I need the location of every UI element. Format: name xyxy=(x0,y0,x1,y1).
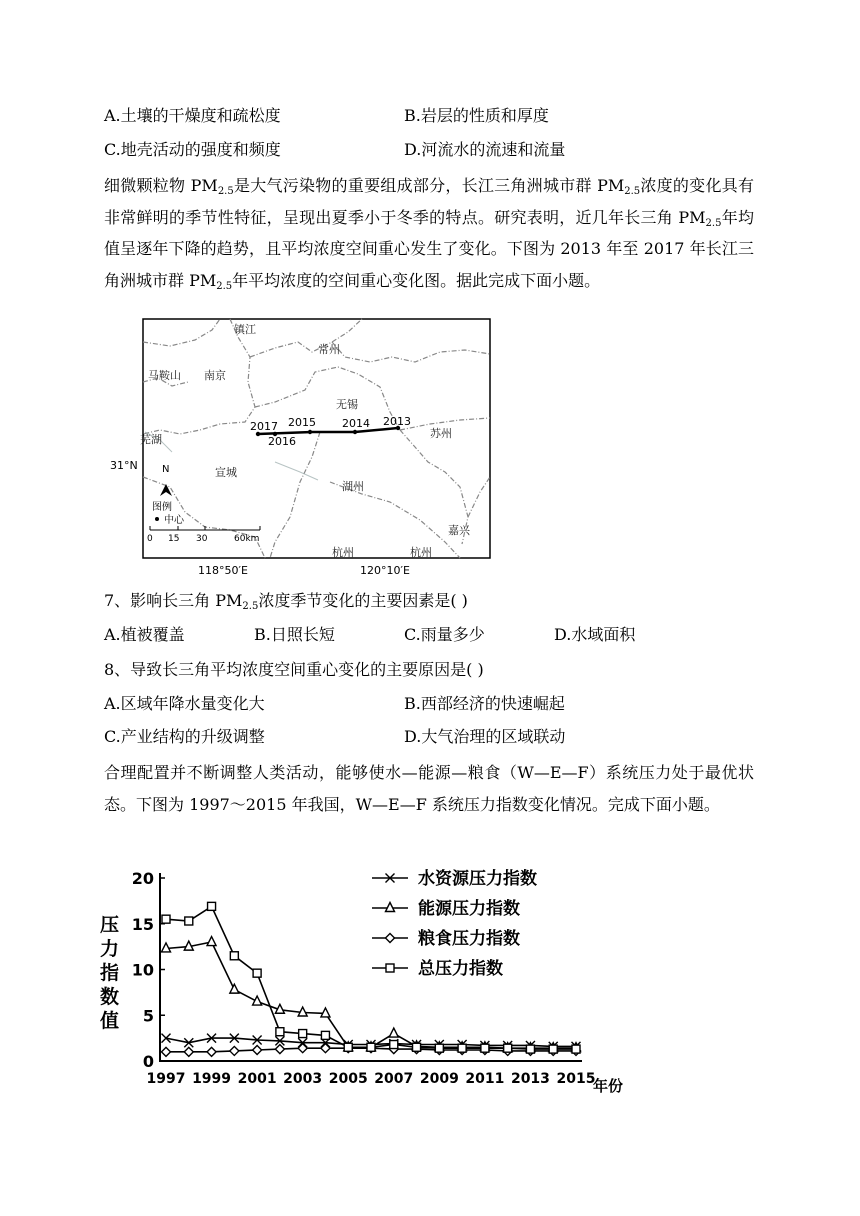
q7-option-b: B.日照长短 xyxy=(254,625,335,644)
legend-center-label: 中心 xyxy=(164,515,184,526)
intro-text-3: 浓度的变化具有非常鲜明的季节性特征，呈现出夏季小于冬季的特点。研究表明，近几年长三角 PM xyxy=(104,176,754,227)
subscript: 2.5 xyxy=(242,601,259,612)
center-point-2015 xyxy=(308,430,312,434)
city-hangzhou-1: 杭州 xyxy=(332,546,354,559)
x-tick-label-2001: 2001 xyxy=(237,1071,277,1087)
series-energy-point xyxy=(321,1008,330,1017)
year-label-2015: 2015 xyxy=(288,416,316,429)
north-label: N xyxy=(162,464,170,475)
intro-text-2: 是大气污染物的重要组成部分，长江三角洲城市群 PM xyxy=(233,176,625,195)
y-tick-label-20: 20 xyxy=(131,869,154,888)
city-hangzhou-2: 杭州 xyxy=(410,546,432,559)
wef-pressure-chart xyxy=(100,858,640,1098)
q7-option-d: D.水域面积 xyxy=(554,625,636,644)
intro-paragraph-wef: 合理配置并不断调整人类活动，能够使水—能源—粮食（W—E—F）系统压力处于最优状态。下图为 1997～2015 年我国，W—E—F 系统压力指数变化情况。完成下面小题。 xyxy=(104,763,754,814)
x-axis-label: 年份 xyxy=(593,1077,624,1095)
series-total-point xyxy=(299,1030,307,1038)
q6-option-b: B.岩层的性质和厚度 xyxy=(404,106,549,125)
x-tick-label-2013: 2013 xyxy=(510,1071,550,1087)
x-tick-label-2011: 2011 xyxy=(465,1071,505,1087)
subscript: 2.5 xyxy=(705,217,722,229)
city-xuancheng: 宣城 xyxy=(215,466,237,479)
series-total-point xyxy=(230,952,238,960)
city-zhenjiang: 镇江 xyxy=(234,323,256,336)
legend-label-total: 总压力指数 xyxy=(418,959,503,979)
q8-option-c: C.产业结构的升级调整 xyxy=(104,727,265,746)
y-axis-label xyxy=(100,914,119,1032)
subscript: 2.5 xyxy=(624,186,641,197)
series-total-point xyxy=(435,1044,443,1052)
year-label-2016: 2016 xyxy=(268,435,296,448)
legend-food-point xyxy=(386,934,395,943)
series-total-point xyxy=(549,1045,557,1053)
city-jiaxing: 嘉兴 xyxy=(448,524,470,537)
series-total-point xyxy=(253,969,261,977)
series-energy-point xyxy=(207,937,216,946)
series-total-point xyxy=(413,1043,421,1051)
q8-option-b: B.西部经济的快速崛起 xyxy=(404,694,565,713)
legend-label-energy: 能源压力指数 xyxy=(418,899,520,919)
city-changzhou: 常州 xyxy=(318,343,340,356)
y-label-char: 指 xyxy=(100,962,120,984)
q8-option-a: A.区域年降水量变化大 xyxy=(104,694,265,713)
year-label-2013: 2013 xyxy=(383,415,411,428)
intro-text-1: 细微颗粒物 PM xyxy=(104,176,218,195)
city-maanshan: 马鞍山 xyxy=(148,369,181,382)
year-label-2014: 2014 xyxy=(342,417,370,430)
y-label-char: 力 xyxy=(100,938,120,960)
y-tick-label-0: 0 xyxy=(142,1052,154,1071)
scale-0: 0 xyxy=(147,534,153,544)
series-food-point xyxy=(207,1047,216,1056)
series-food-point xyxy=(162,1047,171,1056)
x-tick-label-1997: 1997 xyxy=(146,1071,186,1087)
legend-energy-point xyxy=(386,903,395,912)
q8-stem: 8、导致长三角平均浓度空间重心变化的主要原因是( ) xyxy=(104,660,484,679)
series-total-point xyxy=(321,1031,329,1039)
series-total-point xyxy=(162,915,170,923)
x-tick-label-2005: 2005 xyxy=(328,1071,368,1087)
x-tick-label-2007: 2007 xyxy=(374,1071,414,1087)
legend-title: 图例 xyxy=(152,502,172,513)
series-total-point xyxy=(458,1044,466,1052)
q7-option-a: A.植被覆盖 xyxy=(104,625,185,644)
series-line-energy xyxy=(166,942,576,1048)
q7-option-c: C.雨量多少 xyxy=(404,625,485,644)
series-total-point xyxy=(344,1043,352,1051)
series-food-point xyxy=(275,1045,284,1054)
city-wuhu: 芜湖 xyxy=(140,433,162,446)
series-total-point xyxy=(367,1043,375,1051)
series-food-point xyxy=(253,1046,262,1055)
series-total-point xyxy=(276,1028,284,1036)
scale-60km: 60km xyxy=(234,534,260,544)
city-wuxi: 无锡 xyxy=(336,398,358,411)
q6-option-d: D.河流水的流速和流量 xyxy=(404,140,566,159)
y-tick-label-10: 10 xyxy=(131,960,154,980)
year-label-2017: 2017 xyxy=(250,420,278,433)
city-huzhou: 湖州 xyxy=(342,480,364,493)
legend-item-total xyxy=(372,958,503,979)
q7-stem xyxy=(104,591,468,611)
series-total-point xyxy=(572,1045,580,1053)
longitude-label-1: 118°50′E xyxy=(198,564,248,577)
scale-15: 15 xyxy=(168,534,180,544)
center-point-2014 xyxy=(353,430,357,434)
intro-paragraph-pm25 xyxy=(104,170,754,296)
series-total-point xyxy=(185,917,193,925)
series-energy xyxy=(162,937,581,1052)
legend-total-point xyxy=(386,964,394,972)
legend-item-food xyxy=(372,928,520,949)
series-line-total xyxy=(166,906,576,1049)
series-total-point xyxy=(390,1041,398,1049)
y-label-char: 压 xyxy=(100,914,120,936)
legend-item-water xyxy=(372,868,537,889)
y-tick-label-15: 15 xyxy=(131,914,154,934)
series-food-point xyxy=(230,1046,239,1055)
legend-label-food: 粮食压力指数 xyxy=(418,929,520,949)
latitude-label: 31°N xyxy=(110,459,138,472)
intro-text-5: 年平均浓度的空间重心变化图。据此完成下面小题。 xyxy=(232,270,601,290)
q8-option-d: D.大气治理的区域联动 xyxy=(404,727,566,746)
y-label-char: 数 xyxy=(100,986,120,1008)
city-nanjing: 南京 xyxy=(204,369,226,382)
intro-text-4: 年均值呈逐年下降的趋势，且平均浓度空间重心发生了变化。下图为 2013 年至 2017 年长江三角洲城市群 PM xyxy=(104,207,754,290)
series-energy-point xyxy=(230,984,239,993)
series-energy-point xyxy=(389,1028,398,1037)
series-total-point xyxy=(481,1044,489,1052)
subscript: 2.5 xyxy=(217,186,234,197)
y-tick-label-5: 5 xyxy=(142,1006,154,1026)
city-suzhou: 苏州 xyxy=(430,427,452,440)
x-tick-label-2003: 2003 xyxy=(283,1071,323,1087)
x-tick-label-2015: 2015 xyxy=(556,1071,596,1087)
subscript: 2.5 xyxy=(216,280,233,292)
series-food-point xyxy=(184,1047,193,1056)
series-total-point xyxy=(526,1045,534,1053)
q7-stem-b: 浓度季节变化的主要因素是( ) xyxy=(258,591,468,610)
legend-label-water: 水资源压力指数 xyxy=(418,869,537,889)
series-total xyxy=(162,902,580,1053)
pm25-center-map xyxy=(100,312,500,580)
legend-item-energy xyxy=(372,898,520,919)
longitude-label-2: 120°10′E xyxy=(360,564,410,577)
q6-option-c: C.地壳活动的强度和频度 xyxy=(104,140,281,159)
legend-center-symbol xyxy=(155,517,159,521)
series-total-point xyxy=(208,902,216,910)
series-total-point xyxy=(504,1044,512,1052)
q6-option-a: A.土壤的干燥度和疏松度 xyxy=(104,106,281,125)
x-tick-label-1999: 1999 xyxy=(192,1071,232,1087)
q7-stem-a: 7、影响长三角 PM xyxy=(104,591,243,610)
x-tick-label-2009: 2009 xyxy=(419,1071,459,1087)
y-label-char: 值 xyxy=(100,1010,120,1032)
scale-30: 30 xyxy=(196,534,208,544)
